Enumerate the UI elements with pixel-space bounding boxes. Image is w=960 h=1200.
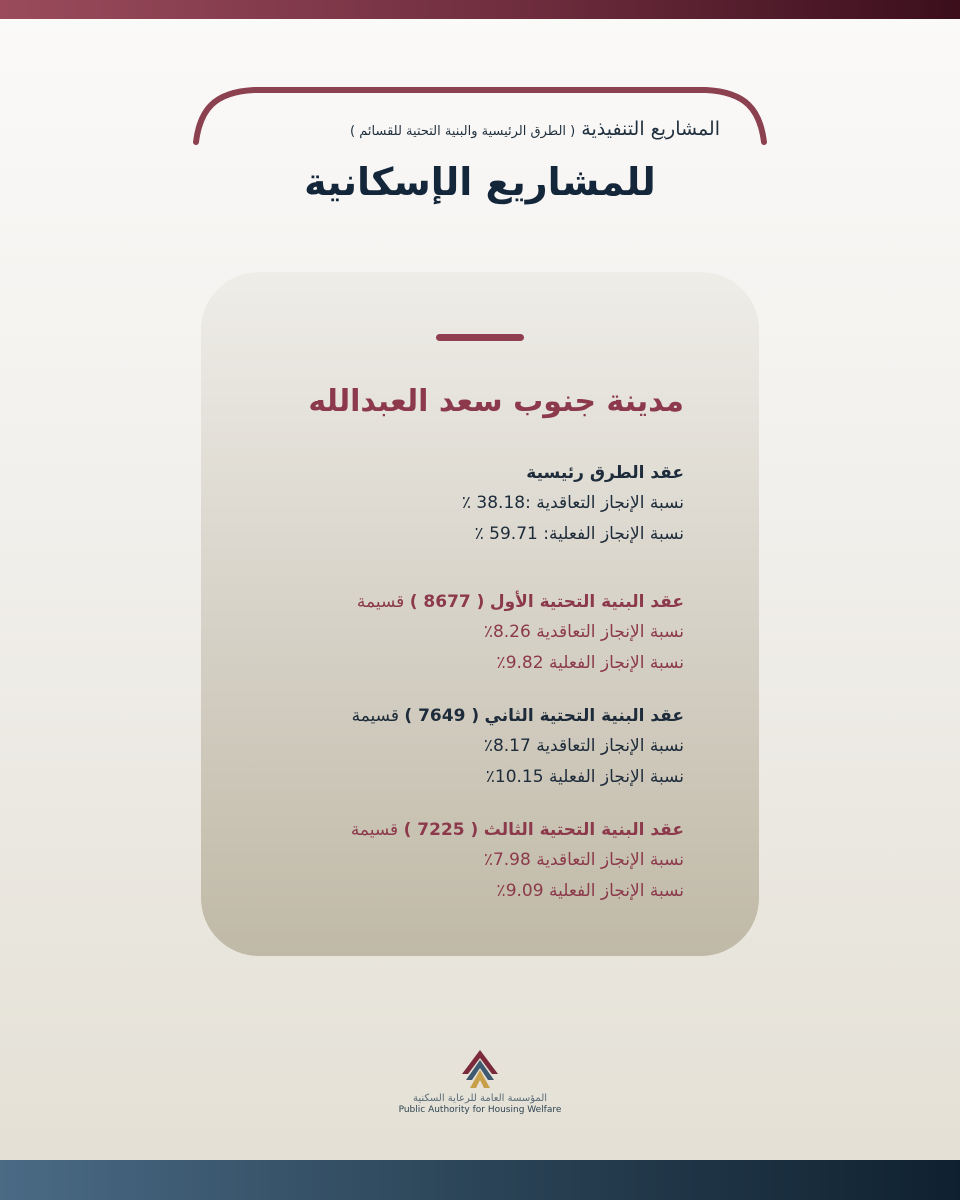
contract-heading: عقد البنية التحتية الثاني (484, 706, 684, 726)
contractual-progress: نسبة الإنجاز التعاقدية 8.26٪ (483, 622, 684, 642)
plot-unit: قسيمة (350, 820, 399, 840)
subtitle-main: المشاريع التنفيذية (581, 118, 720, 140)
project-card (201, 272, 759, 956)
top-accent-bar (0, 0, 960, 19)
header-subtitle (350, 118, 720, 140)
contractual-progress: نسبة الإنجاز التعاقدية :38.18 ٪ (461, 493, 684, 513)
actual-progress: نسبة الإنجاز الفعلية 9.09٪ (496, 881, 684, 901)
contract-heading: عقد الطرق رئيسية (526, 463, 684, 483)
contractual-progress: نسبة الإنجاز التعاقدية 8.17٪ (483, 736, 684, 756)
page-title: للمشاريع الإسكانية (304, 160, 656, 204)
plot-unit: قسيمة (356, 592, 405, 612)
plot-count: ( 7225 ) (403, 820, 479, 840)
actual-progress: نسبة الإنجاز الفعلية: 59.71 ٪ (474, 524, 684, 544)
actual-progress: نسبة الإنجاز الفعلية 10.15٪ (485, 767, 684, 787)
housing-authority-logo-icon (456, 1050, 504, 1092)
card-accent-line (436, 334, 524, 341)
org-name-english: Public Authority for Housing Welfare (398, 1105, 562, 1115)
contractual-progress: نسبة الإنجاز التعاقدية 7.98٪ (483, 850, 684, 870)
contract-main-roads (462, 458, 684, 550)
contract-heading: عقد البنية التحتية الأول (489, 592, 684, 612)
city-name: مدينة جنوب سعد العبدالله (308, 384, 684, 419)
plot-count: ( 8677 ) (409, 592, 485, 612)
subtitle-parenthetical: ( الطرق الرئيسية والبنية التحتية للقسائم ) (350, 124, 576, 139)
contract-infrastructure-3 (351, 815, 684, 907)
actual-progress: نسبة الإنجاز الفعلية 9.82٪ (496, 653, 684, 673)
org-name-arabic: المؤسسة العامة للرعاية السكنية (412, 1093, 548, 1104)
plot-count: ( 7649 ) (404, 706, 480, 726)
contract-heading: عقد البنية التحتية الثالث (483, 820, 684, 840)
plot-unit: قسيمة (351, 706, 399, 726)
bottom-accent-bar (0, 1160, 960, 1200)
contract-infrastructure-1 (357, 587, 684, 679)
contract-infrastructure-2 (352, 701, 684, 793)
